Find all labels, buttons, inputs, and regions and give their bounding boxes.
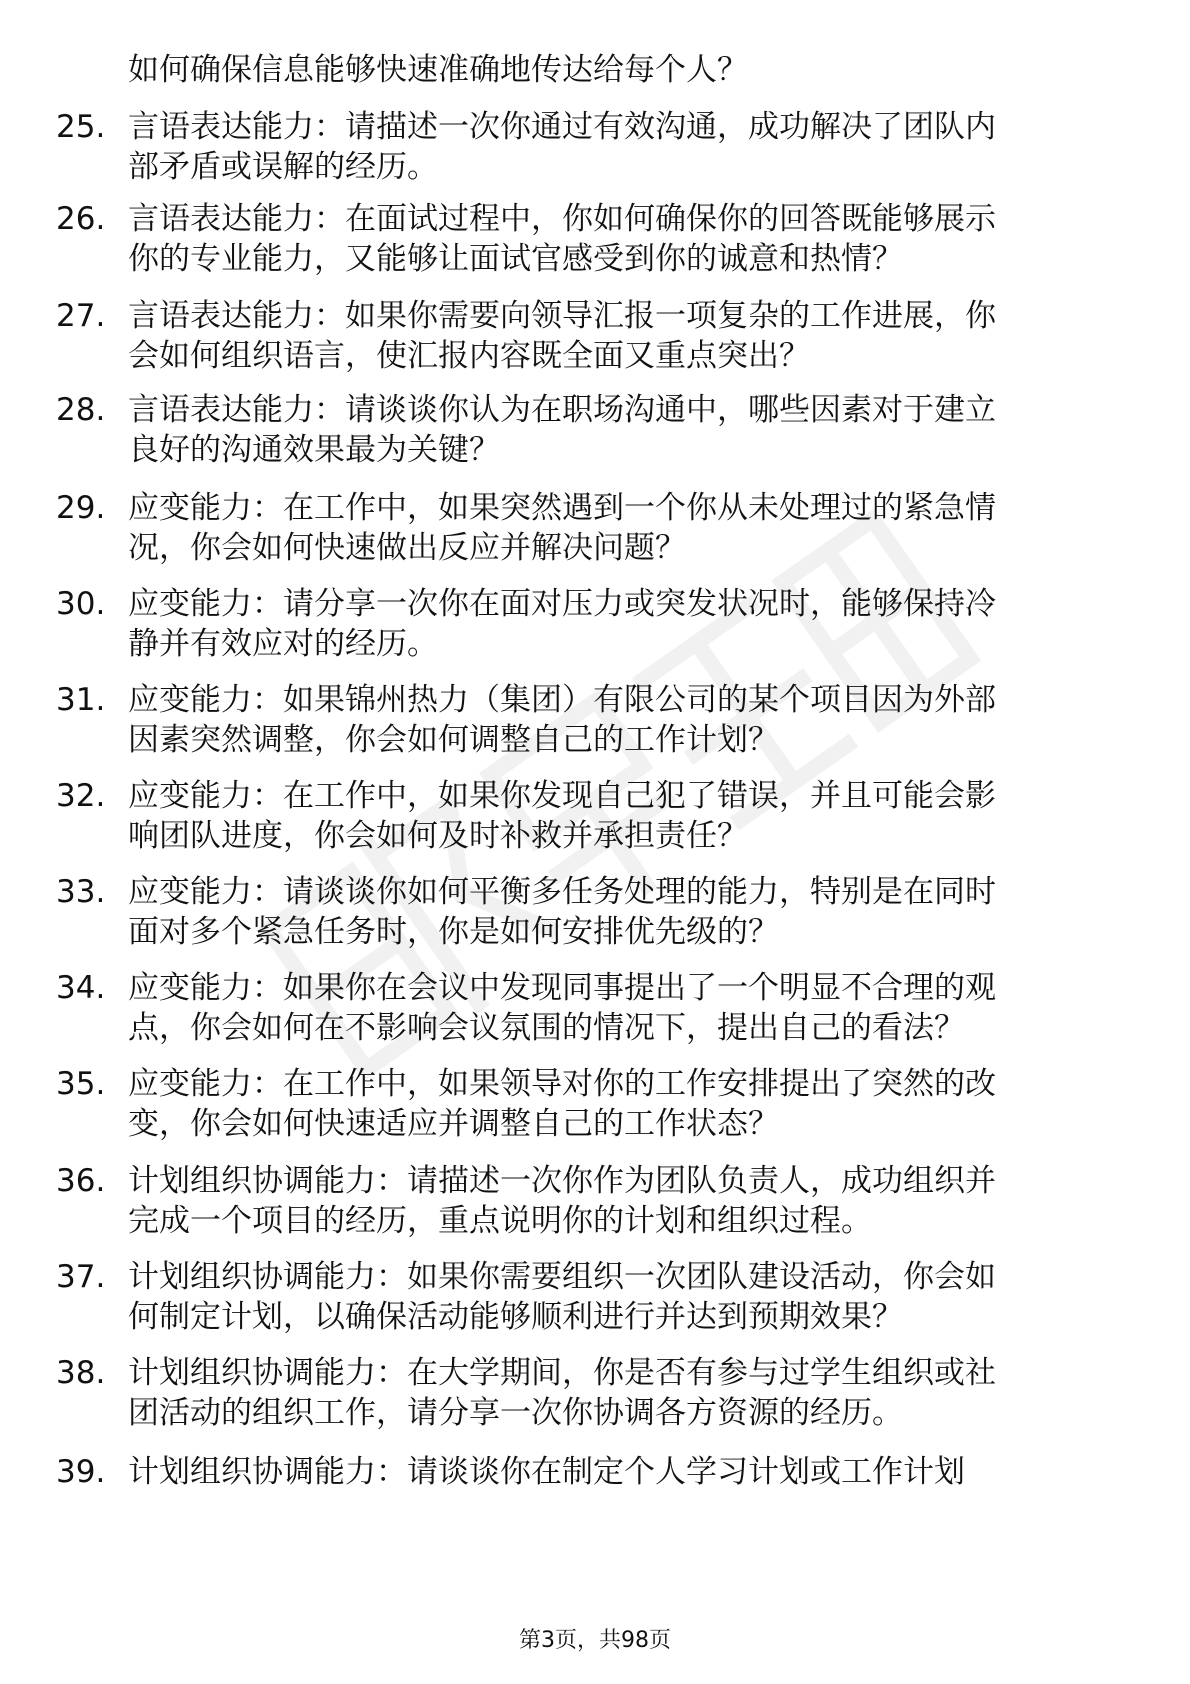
item-line: 计划组织协调能力：请谈谈你在制定个人学习计划或工作计划 [128, 1454, 965, 1490]
item-line: 应变能力：如果锦州热力（集团）有限公司的某个项目因为外部 [128, 682, 996, 718]
continuation-line: 如何确保信息能够快速准确地传达给每个人？ [128, 52, 748, 88]
item-line: 部矛盾或误解的经历。 [128, 149, 438, 185]
item-text [128, 584, 1128, 664]
item-line: 何制定计划，以确保活动能够顺利进行并达到预期效果？ [128, 1299, 903, 1335]
item-text [128, 1257, 1128, 1337]
item-number: 32. [56, 778, 106, 814]
item-text [128, 390, 1128, 470]
item-line: 面对多个紧急任务时，你是如何安排优先级的？ [128, 914, 779, 950]
item-line: 应变能力：请分享一次你在面对压力或突发状况时，能够保持冷 [128, 586, 996, 622]
item-number: 30. [56, 586, 106, 622]
item-text [128, 1161, 1128, 1241]
item-number: 39. [56, 1454, 106, 1490]
item-number: 27. [56, 298, 106, 334]
item-line: 良好的沟通效果最为关键？ [128, 432, 500, 468]
item-text [128, 107, 1128, 187]
item-text [128, 872, 1128, 952]
item-text [128, 199, 1128, 279]
item-line: 团活动的组织工作，请分享一次你协调各方资源的经历。 [128, 1395, 903, 1431]
item-line: 会如何组织语言，使汇报内容既全面又重点突出？ [128, 338, 810, 374]
item-line: 静并有效应对的经历。 [128, 626, 438, 662]
item-text [128, 488, 1128, 568]
item-line: 应变能力：在工作中，如果领导对你的工作安排提出了突然的改 [128, 1066, 996, 1102]
item-number: 26. [56, 201, 106, 237]
item-text [128, 968, 1128, 1048]
item-line: 应变能力：在工作中，如果突然遇到一个你从未处理过的紧急情 [128, 490, 996, 526]
item-number: 37. [56, 1259, 106, 1295]
item-number: 38. [56, 1355, 106, 1391]
page-number: 第3页，共98页 [519, 1628, 671, 1653]
item-line: 应变能力：在工作中，如果你发现自己犯了错误，并且可能会影 [128, 778, 996, 814]
item-line: 完成一个项目的经历，重点说明你的计划和组织过程。 [128, 1203, 872, 1239]
item-number: 36. [56, 1163, 106, 1199]
page-footer [0, 1626, 1190, 1656]
item-line: 应变能力：如果你在会议中发现同事提出了一个明显不合理的观 [128, 970, 996, 1006]
item-line: 应变能力：请谈谈你如何平衡多任务处理的能力，特别是在同时 [128, 874, 996, 910]
item-line: 计划组织协调能力：请描述一次你作为团队负责人，成功组织并 [128, 1163, 996, 1199]
item-number: 25. [56, 109, 106, 145]
item-text [128, 776, 1128, 856]
item-line: 响团队进度，你会如何及时补救并承担责任？ [128, 818, 748, 854]
item-line: 言语表达能力：请描述一次你通过有效沟通，成功解决了团队内 [128, 109, 996, 145]
item-number: 28. [56, 392, 106, 428]
item-line: 变，你会如何快速适应并调整自己的工作状态？ [128, 1106, 779, 1142]
item-line: 况，你会如何快速做出反应并解决问题？ [128, 530, 686, 566]
item-number: 33. [56, 874, 106, 910]
item-text [128, 680, 1128, 760]
item-number: 34. [56, 970, 106, 1006]
item-line: 言语表达能力：请谈谈你认为在职场沟通中，哪些因素对于建立 [128, 392, 996, 428]
item-line: 点，你会如何在不影响会议氛围的情况下，提出自己的看法？ [128, 1010, 965, 1046]
item-line: 计划组织协调能力：在大学期间，你是否有参与过学生组织或社 [128, 1355, 996, 1391]
item-text [128, 296, 1128, 376]
item-line: 言语表达能力：如果你需要向领导汇报一项复杂的工作进展，你 [128, 298, 996, 334]
item-text [128, 1353, 1128, 1433]
item-number: 35. [56, 1066, 106, 1102]
item-line: 言语表达能力：在面试过程中，你如何确保你的回答既能够展示 [128, 201, 996, 237]
item-line: 你的专业能力，又能够让面试官感受到你的诚意和热情？ [128, 241, 903, 277]
item-number: 29. [56, 490, 106, 526]
item-line: 因素突然调整，你会如何调整自己的工作计划？ [128, 722, 779, 758]
item-line: 计划组织协调能力：如果你需要组织一次团队建设活动，你会如 [128, 1259, 996, 1295]
item-number: 31. [56, 682, 106, 718]
item-text [128, 1064, 1128, 1144]
item-text [128, 1452, 1128, 1492]
